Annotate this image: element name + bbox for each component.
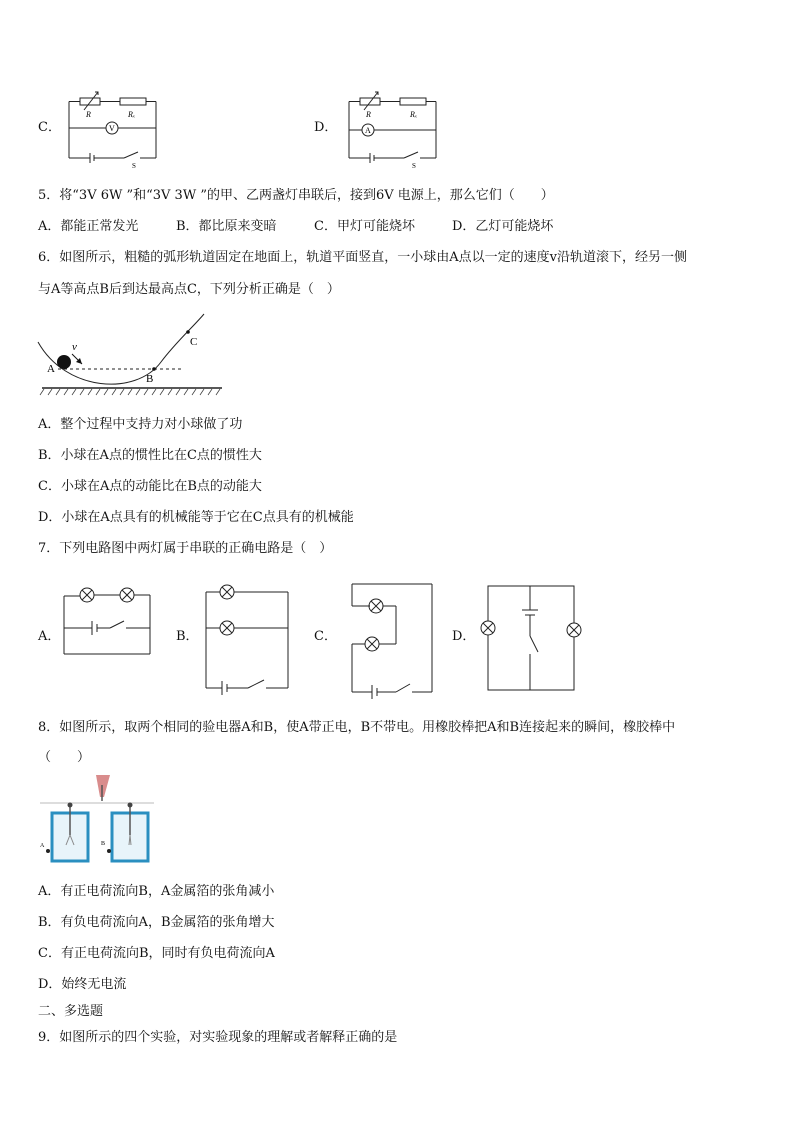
q6-option-d: D．小球在A点具有的机械能等于它在C点具有的机械能 [38,510,354,525]
q6-option-b: B．小球在A点的惯性比在C点的惯性大 [38,448,262,463]
q4-circuit-d-figure [344,90,444,170]
q7-label-d: D． [452,629,476,644]
q7-circuit-d-figure [478,580,582,694]
q6-option-a: A．整个过程中支持力对小球做了功 [38,417,243,432]
q8-option-b: B．有负电荷流向A，B金属箔的张角增大 [38,915,275,930]
q6-fig-b-label: B [146,373,154,385]
q8-option-d: D．始终无电流 [38,977,127,992]
q7-circuit-a-figure [60,582,156,658]
q4-option-d-label: D． [314,120,338,135]
q4-c-v-label: V [109,124,115,133]
q6-fig-c-label: C [190,336,198,348]
q8-stem-paren: （ ） [38,750,91,765]
q4-d-rx-label: Rₓ [410,110,418,119]
q5-option-a: A．都能正常发光 [38,219,139,234]
q4-c-s-label: S [132,162,136,170]
q4-d-r-label: R [366,110,371,119]
q5-option-b: B．都比原来变暗 [176,219,277,234]
q7-circuit-b-figure [200,580,294,700]
q7-stem: 7．下列电路图中两灯属于串联的正确电路是（ ） [38,541,333,556]
q5-option-c: C．甲灯可能烧坏 [314,219,415,234]
q9-stem: 9．如图所示的四个实验，对实验现象的理解或者解释正确的是 [38,1030,398,1045]
q4-d-s-label: S [412,162,416,170]
q6-fig-a-label: A [47,363,55,375]
q8-option-c: C．有正电荷流向B，同时有负电荷流向A [38,946,275,961]
q6-fig-v-label: v [72,341,77,353]
q4-d-a-label: A [365,126,371,135]
q4-c-rx-label: Rₓ [128,110,136,119]
q7-label-c: C． [314,629,337,644]
q7-label-b: B． [176,629,199,644]
q8-option-a: A．有正电荷流向B，A金属箔的张角减小 [38,884,275,899]
q8-stem: 8．如图所示，取两个相同的验电器A和B，使A带正电，B不带电。用橡胶棒把A和B连接起来的瞬间，橡胶棒中 [38,720,676,735]
q8-fig-b-label: B [101,841,106,847]
q4-circuit-c-figure [64,90,164,170]
q6-stem-line2: 与A等高点B后到达最高点C，下列分析正确是（ ） [38,282,340,297]
q8-electroscope-figure [38,773,156,869]
section-title-multiple-choice: 二、多选题 [38,1004,104,1019]
q7-circuit-c-figure [346,580,438,698]
q5-stem: 5．将“3V 6W ”和“3V 3W ”的甲、乙两盏灯串联后，接到6V 电源上，那么它们（ ） [38,188,554,203]
q8-fig-a-label: A [40,843,45,849]
q6-option-c: C．小球在A点的动能比在B点的动能大 [38,479,262,494]
q6-track-figure [36,312,226,398]
q4-option-c-label: C． [38,120,61,135]
q6-stem-line1: 6．如图所示，粗糙的弧形轨道固定在地面上，轨道平面竖直，一小球由A点以一定的速度v沿轨道滚下，经另一侧 [38,250,688,265]
q4-c-r-label: R [86,110,91,119]
q5-option-d: D．乙灯可能烧坏 [452,219,554,234]
q7-label-a: A． [38,629,61,644]
